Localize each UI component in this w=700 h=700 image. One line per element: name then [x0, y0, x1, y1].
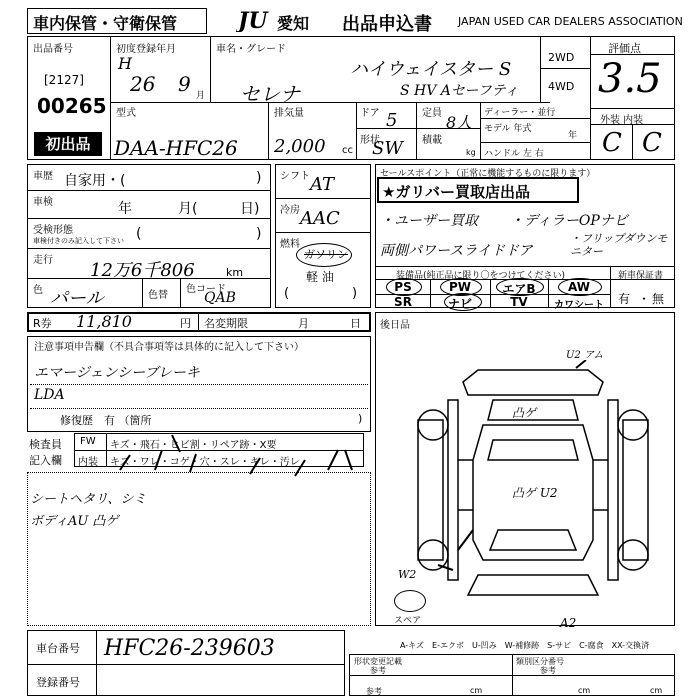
- load-label: 積載: [422, 135, 442, 146]
- model-year-label: モデル 年式: [484, 124, 532, 134]
- repair-close: ): [358, 412, 363, 425]
- car-grade-line1: ハイウェイスター S: [350, 59, 512, 80]
- notes-line1: エマージェンシーブレーキ: [34, 365, 200, 381]
- inspector-comment2: ボディAU 凸ゲ: [30, 514, 119, 529]
- score-interior: C: [642, 128, 662, 158]
- receipt-note: 車検付きのみ記入して下さい: [33, 237, 124, 245]
- first-listing-badge: 初出品: [34, 132, 102, 156]
- receipt-open: (: [136, 226, 142, 242]
- chassis-label: 車台番号: [36, 642, 80, 655]
- modify-note-1: 参考: [370, 666, 386, 675]
- doors-label: ドア: [360, 108, 380, 119]
- color-value: パール: [50, 288, 104, 309]
- inspector-label2: 記入欄: [29, 454, 62, 467]
- registration-era: H: [118, 54, 132, 73]
- car-name-label: 車名・グレード: [216, 44, 286, 55]
- shape-change-label: 形状変更記載: [354, 657, 402, 666]
- history-close: ): [256, 170, 262, 186]
- inspector-interior-items: キズ・ワレ・コゲ・穴・スレ・キレ・汚レ: [110, 457, 300, 468]
- modify-cm-2: cm: [578, 686, 591, 695]
- shift-label: シフト: [280, 171, 310, 182]
- color-code-label: 色コード: [186, 284, 226, 295]
- fuel-diesel: 軽 油: [306, 270, 334, 284]
- type-number-label: 類別区分番号: [516, 657, 564, 666]
- registration-month: 9: [178, 72, 191, 96]
- airbag-circle: [496, 278, 544, 296]
- sales-banner: ★ガリバー買取店出品: [382, 183, 530, 201]
- notes-label: 注意事項申告欄（不具合事項等は具体的に記入して下さい）: [34, 342, 304, 353]
- svg-text:JU: JU: [238, 8, 268, 32]
- model-value: DAA-HFC26: [114, 136, 238, 160]
- displacement-value: 2,000: [274, 136, 326, 157]
- name-change-month: 月: [298, 317, 309, 330]
- shaken-label: 車検: [33, 197, 53, 208]
- receipt-close: ): [256, 226, 262, 242]
- shaken-year: 年: [118, 201, 132, 217]
- warranty-label: 新車保証書: [618, 271, 664, 281]
- score-exterior: C: [602, 128, 622, 158]
- inspector-comment1: シートヘタリ、シミ: [30, 492, 147, 507]
- recycle-unit: 円: [180, 317, 191, 330]
- model-label: 型式: [116, 108, 136, 119]
- storage-title: 車内保管・守衛保管: [33, 14, 178, 33]
- modify-cm-3: cm: [650, 686, 663, 695]
- navi-circle: [444, 293, 482, 311]
- form-title: 出品申込書: [342, 14, 432, 35]
- equipment-navi: ナビ: [447, 297, 472, 311]
- equipment-label: 装備品(純正品に限り〇をつけてください): [396, 271, 566, 281]
- registration-number-label: 登録番号: [36, 676, 80, 689]
- org-name: 愛知: [277, 14, 310, 33]
- equipment-sr: SR: [394, 295, 412, 309]
- inspector-fw: FW: [80, 436, 96, 447]
- modify-cm-1: cm: [470, 686, 483, 695]
- registration-month-unit: 月: [196, 91, 206, 101]
- receipt-label: 受検形態: [33, 225, 73, 236]
- score-label: 評価点: [608, 42, 641, 55]
- warranty-yes: 有: [618, 292, 631, 306]
- mark-a2: A2: [560, 616, 577, 630]
- mark-hood-dent: 凸ゲ: [512, 406, 537, 420]
- fuel-other-open: (: [284, 286, 290, 301]
- doors-value: 5: [386, 110, 398, 131]
- name-change-label: 名変期限: [204, 317, 248, 330]
- car-grade-line2: S HV Aセーフティ: [400, 83, 519, 99]
- handle-label: ハンドル 左 右: [484, 149, 544, 159]
- color-code: QAB: [204, 290, 236, 306]
- registration-label: 初度登録年月: [116, 44, 176, 55]
- year-unit: 年: [568, 131, 578, 141]
- diagram-label: 後日品: [380, 320, 410, 331]
- inspector-fw-items: キズ・飛石・ヒビ割・リペア跡・X要: [110, 440, 277, 451]
- repair-history: 修復歴 有 （箇所: [60, 414, 152, 427]
- score-value: 3.5: [598, 56, 662, 102]
- history-value: 自家用・(: [64, 173, 126, 189]
- color-change-label: 色替: [148, 290, 168, 301]
- sales-label: セールスポイント（正常に機能するものに限ります）: [380, 169, 596, 179]
- fuel-other-close: ): [352, 286, 358, 301]
- inspector-interior: 内装: [78, 457, 98, 468]
- warranty-no: 無: [652, 292, 665, 306]
- ju-logo: [236, 8, 276, 32]
- warranty-sep: ・: [638, 292, 651, 306]
- color-label: 色: [33, 285, 43, 296]
- registration-year: 26: [130, 72, 156, 96]
- comment-area: [27, 472, 371, 626]
- mark-w2: W2: [398, 568, 417, 581]
- lot-number: 00265: [37, 94, 107, 118]
- ps-circle: [386, 278, 422, 296]
- equipment-pw: PW: [448, 280, 472, 294]
- mileage-unit: km: [226, 266, 244, 279]
- shift-value: AT: [310, 174, 335, 195]
- sales-point2: ・ディラーOPナビ: [510, 213, 628, 229]
- capacity-label: 定員: [422, 108, 442, 119]
- modify-note-2: 参考: [540, 666, 556, 675]
- modify-note-3: 参考: [366, 687, 382, 696]
- damage-legend: A-キズ E-エクボ U-凹み W-補修跡 S-サビ C-腐食 XX-交換済: [400, 641, 650, 650]
- shaken-day: 日): [240, 201, 260, 217]
- mileage-value: 12万6千806: [90, 260, 195, 281]
- lot-label: 出品番号: [33, 44, 73, 55]
- fuel-label: 燃料: [280, 239, 300, 250]
- capacity-value: 8人: [446, 113, 473, 132]
- equipment-leather-seat: カワシート: [554, 300, 604, 311]
- equipment-airbag: エアB: [502, 282, 536, 296]
- mark-roof-dent: 凸ゲ U2: [512, 486, 558, 500]
- fuel-gasoline: ガソリン: [304, 248, 348, 261]
- car-name: セレナ: [240, 82, 300, 106]
- equipment-ps: PS: [394, 280, 412, 294]
- equipment-aw: AW: [568, 280, 590, 294]
- aircon-label: 冷房: [280, 205, 300, 216]
- org-english: JAPAN USED CAR DEALERS ASSOCIATION: [458, 15, 683, 28]
- notes-line2: LDA: [34, 387, 65, 403]
- sales-point4: ・フリップダウンモニター: [570, 232, 668, 258]
- history-label: 車歴: [33, 171, 53, 182]
- displacement-label: 排気量: [274, 108, 304, 119]
- equipment-tv: TV: [510, 295, 528, 309]
- recycle-label: R券: [33, 317, 52, 330]
- name-change-day: 日: [350, 317, 361, 330]
- aircon-value: AAC: [300, 208, 340, 229]
- shaken-month: 月(: [178, 201, 198, 217]
- load-unit: kg: [466, 148, 476, 157]
- inspector-label1: 検査員: [29, 438, 62, 451]
- shape-label: 形状: [360, 135, 380, 146]
- spare-label: スペア: [394, 616, 422, 626]
- displacement-unit: cc: [342, 145, 353, 156]
- mileage-label: 走行: [33, 255, 53, 266]
- lot-code: [2127]: [44, 73, 84, 87]
- chassis-value: HFC26-239603: [104, 636, 275, 661]
- spare-tire: [394, 590, 426, 612]
- dealer-label: ディーラー・並行: [484, 108, 556, 118]
- drive-4wd: 4WD: [548, 80, 575, 93]
- ext-int-label: 外装 内装: [600, 115, 644, 126]
- drive-2wd: 2WD: [548, 51, 575, 64]
- sales-point1: ・ユーザー買取: [380, 213, 478, 229]
- aw-circle: [558, 278, 602, 296]
- recycle-value: 11,810: [76, 312, 132, 331]
- mark-u2-front: U2 アム: [566, 350, 604, 361]
- shape-value: SW: [372, 138, 403, 159]
- sales-point3: 両側パワースライドドア: [380, 243, 533, 259]
